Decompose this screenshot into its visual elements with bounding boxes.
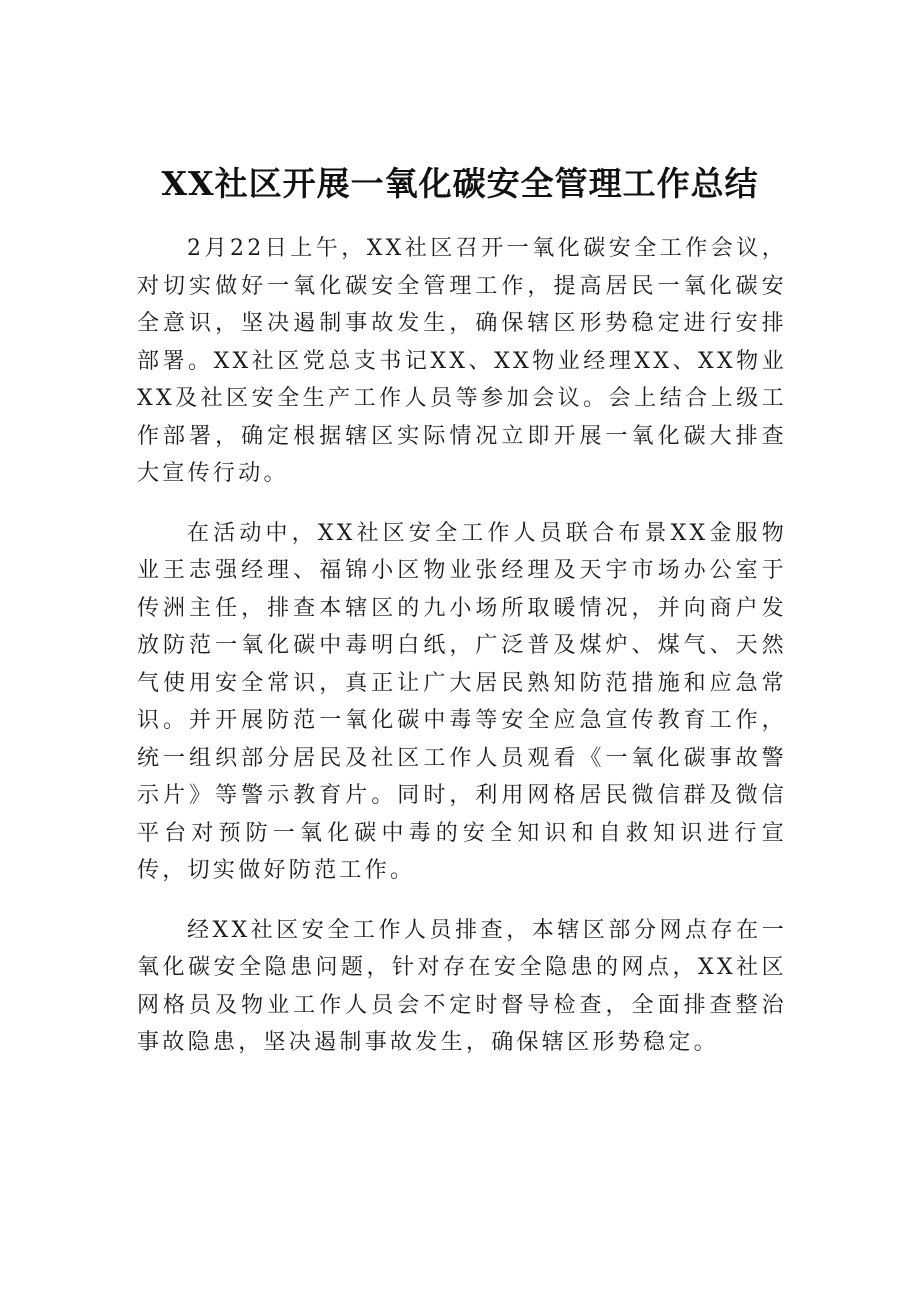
paragraph-3: 经XX社区安全工作人员排查，本辖区部分网点存在一氧化碳安全隐患问题，针对存在安全隐患的网点，XX社区网格员及物业工作人员会不定时督导检查，全面排查整治事故隐患，坚决遏制事故发生，确保辖区形势稳定。 xyxy=(137,917,787,1055)
document-body xyxy=(137,230,787,1084)
document-title: XX社区开展一氧化碳安全管理工作总结 xyxy=(161,164,759,203)
paragraph-2: 在活动中，XX社区安全工作人员联合布景XX金服物业王志强经理、福锦小区物业张经理及天宇市场办公室于传洲主任，排查本辖区的九小场所取暖情况，并向商户发放防范一氧化碳中毒明白纸，广泛普及煤炉、煤气、天然气使用安全常识，真正让广大居民熟知防范措施和应急常识。并开展防范一氧化碳中毒等安全应急宣传教育工作，统一组织部分居民及社区工作人员观看《一氧化碳事故警示片》等警示教育片。同时，利用网格居民微信群及微信平台对预防一氧化碳中毒的安全知识和自救知识进行宣传，切实做好防范工作。 xyxy=(137,520,787,883)
paragraph-1: 2月22日上午，XX社区召开一氧化碳安全工作会议，对切实做好一氧化碳安全管理工作，提高居民一氧化碳安全意识，坚决遏制事故发生，确保辖区形势稳定进行安排部署。XX社区党总支书记XX、XX物业经理XX、XX物业XX及社区安全生产工作人员等参加会议。会上结合上级工作部署，确定根据辖区实际情况立即开展一氧化碳大排查大宣传行动。 xyxy=(137,236,787,486)
